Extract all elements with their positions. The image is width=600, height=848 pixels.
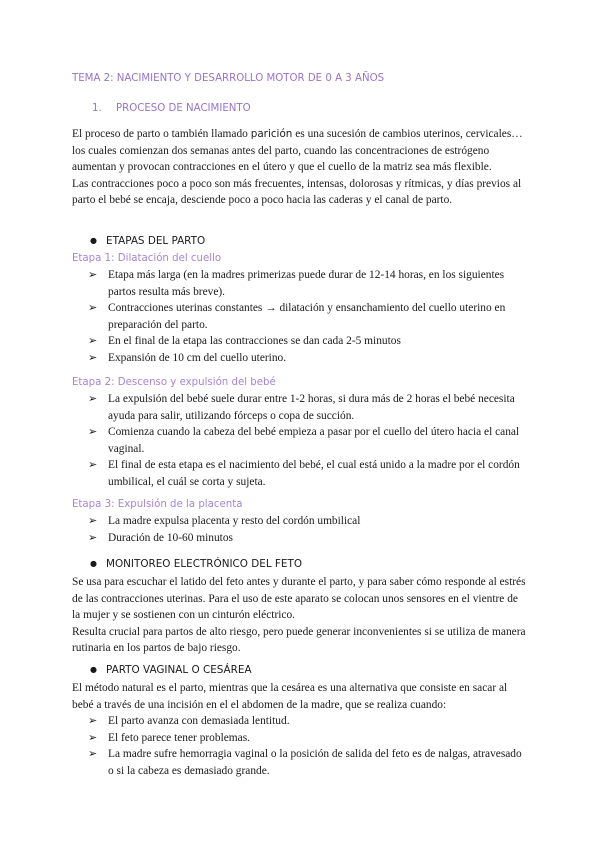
section-heading [92, 101, 251, 118]
arrow-bullet-icon: ➢ [88, 531, 98, 544]
intro-paragraph-2: Las contracciones poco a poco son más frecuentes, intensas, dolorosas y rítmicas, y días previos al parto el bebé se encaja, desciende poco a poco hacia las caderas y el canal de parto. [72, 177, 522, 206]
monitoreo-heading [90, 556, 302, 573]
arrow-bullet-icon: ➢ [88, 335, 98, 347]
list-item-text: La madre sufre hemorragia vaginal o la posición de salida del feto es de nalgas, atravesado o si la cabeza es demasiado grande. [108, 748, 522, 777]
section-number: 1. [92, 103, 102, 114]
stage-2-title: Etapa 2: Descenso y expulsión del bebé [72, 377, 276, 388]
list-item [88, 713, 528, 730]
cesarea-paragraph: El método natural es el parto, mientras que la cesárea es una alternativa que consiste en sacar al bebé a través de una incisión en el el abdomen de la madre, que se realiza cuando: [72, 682, 508, 711]
stage-1-list [88, 267, 528, 366]
intro-text [72, 126, 527, 209]
stage-2-list [88, 391, 528, 490]
list-item [88, 457, 528, 490]
cesarea-heading-text: PARTO VAGINAL O CESÁREA [106, 664, 252, 676]
cesarea-heading [90, 662, 252, 679]
arrow-bullet-icon: ➢ [88, 393, 98, 405]
list-item [88, 424, 528, 457]
cesarea-text [72, 680, 527, 713]
monitoreo-paragraph-2: Resulta crucial para partos de alto riesgo, pero puede generar inconvenientes si se utiliza de manera rutinaria en los partos de bajo riesgo. [72, 625, 526, 654]
intro-text-start: El proceso de parto o también llamado [72, 128, 251, 140]
arrow-bullet-icon: ➢ [88, 459, 98, 471]
list-item-text: La expulsión del bebé suele durar entre 1-2 horas, si dura más de 2 horas el bebé necesita ayuda para salir, utilizando fórceps o copa de succión. [108, 393, 515, 422]
bullet-icon: ● [90, 236, 97, 245]
monitoreo-heading-text: MONITOREO ELECTRÓNICO DEL FETO [106, 558, 302, 570]
list-item-text: Contracciones uterinas constantes → dilatación y ensanchamiento del cuello uterino en preparación del parto. [108, 302, 506, 331]
document-title: TEMA 2: NACIMIENTO Y DESARROLLO MOTOR DE 0 A 3 AÑOS [72, 73, 385, 84]
list-item-text: Expansión de 10 cm del cuello uterino. [108, 351, 287, 364]
list-item-text: El feto parece tener problemas. [108, 731, 250, 744]
list-item [88, 746, 528, 779]
list-item-text: Comienza cuando la cabeza del bebé empieza a pasar por el cuello del útero hacia el canal vaginal. [108, 426, 520, 455]
list-item [88, 267, 528, 300]
intro-paragraph-1 [72, 126, 527, 176]
stage-3-title: Etapa 3: Expulsión de la placenta [72, 499, 243, 510]
bullet-icon: ● [90, 665, 97, 674]
list-item [88, 513, 528, 530]
monitoreo-text [72, 574, 527, 657]
list-item [88, 730, 528, 747]
section-title: PROCESO DE NACIMIENTO [116, 103, 251, 114]
etapas-heading-text: ETAPAS DEL PARTO [106, 235, 206, 247]
arrow-bullet-icon: ➢ [88, 748, 98, 760]
list-item [88, 350, 528, 367]
list-item [88, 530, 528, 547]
arrow-bullet-icon: ➢ [88, 515, 98, 527]
arrow-bullet-icon: ➢ [88, 351, 98, 364]
monitoreo-paragraph-1: Se usa para escuchar el latido del feto antes y durante el parto, y para saber cómo responde al estrés de las contracciones uterinas. Para el uso de este aparato se colocan unos sensores en el vientre de la mujer y se sostienen con un cinturón eléctrico. [72, 576, 526, 621]
stage-3-list [88, 513, 528, 546]
etapas-heading [90, 233, 205, 250]
list-item-text: La madre expulsa placenta y resto del cordón umbilical [108, 515, 361, 527]
cesarea-list [88, 713, 528, 779]
list-item-text: Duración de 10-60 minutos [108, 531, 233, 544]
arrow-bullet-icon: ➢ [88, 715, 98, 727]
list-item [88, 391, 528, 424]
list-item [88, 300, 528, 333]
stage-1-title: Etapa 1: Dilatación del cuello [72, 253, 222, 264]
intro-term: parición [250, 128, 293, 140]
list-item-text: El final de esta etapa es el nacimiento del bebé, el cual está unido a la madre por el cordón umbilical, el cuál se corta y sujeta. [108, 459, 520, 488]
arrow-bullet-icon: ➢ [88, 302, 98, 314]
list-item-text: Etapa más larga (en la madres primerizas puede durar de 12-14 horas, en los siguientes partos resulta más breve). [108, 269, 505, 298]
bullet-icon: ● [90, 559, 97, 568]
intro-text-end: es una sucesión de cambios uterinos, cervicales… los cuales comienzan dos semanas antes del parto, cuando las concentraciones de estrógeno aumentan y provocan contracciones en el útero y que el cuello de la matriz sea más flexible. [72, 128, 523, 173]
list-item-text: En el final de la etapa las contracciones se dan cada 2-5 minutos [108, 335, 401, 347]
list-item [88, 333, 528, 350]
list-item-text: El parto avanza con demasiada lentitud. [108, 715, 290, 727]
arrow-bullet-icon: ➢ [88, 731, 98, 744]
arrow-bullet-icon: ➢ [88, 269, 98, 281]
arrow-bullet-icon: ➢ [88, 426, 98, 438]
